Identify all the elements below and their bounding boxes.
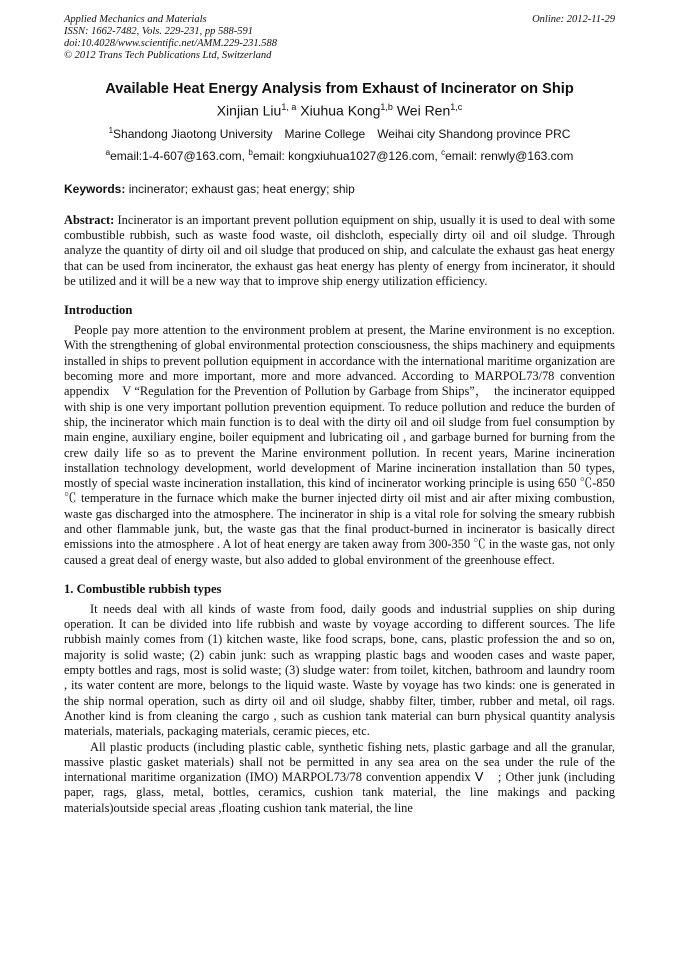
affiliation-city: Weihai city Shandong province PRC xyxy=(377,126,571,141)
section-heading: 1. Combustible rubbish types xyxy=(64,581,222,596)
section-paragraph: People pay more attention to the environment problem at present, the Marine environment is no exception. With the strengthening of global environmental protection consciousness, the ships machinery and equipments installed in ships to prevent pollution equipment in accordance with the international maritime organization are becoming more and more important, more and more advanced. According to MARPOL73/78 convention appendix V “Regulation for the Prevention of Pollution by Garbage from Ships”， the incinerator equipped with ship is one very important pollution prevention equipment. To reduce pollution and reduce the burden of ship, the incinerator which main function is to deal with the dirty oil and oil sludge from fuel consumption by main engine, auxiliary engine, boiler equipment and lubricating oil , and garbage burned for burning from the crew daily life so as to prevent the Marine environment pollution. In recent years, Marine incineration installation technology development, world development of Marine incineration installation than 50 types, mostly of special waste incineration installation, this kind of incinerator working principle is using 650 ℃-850 ℃ temperature in the furnace which make the burner injected dirty oil mist and air after mixing combustion, waste gas discharged into the atmosphere. The incinerator in ship is a vital role for solving the smeary rubbish and other flammable junk, but, the waste gas that the final product-burned in incinerator is basically direct emissions into the atmosphere . A lot of heat energy are taken away from 300-350 ℃ in the waste gas, not only caused a great deal of energy waste, but also added to global environment of the greenhouse effect. xyxy=(64,323,615,567)
abstract-text: Incinerator is an important prevent pollution equipment on ship, usually it is used to deal with some combustible rubbish, such as waste food waste, oil dishcloth, especially dirty oil and oil sludge. Through analyze the quantity of dirty oil and oil sludge that produced on ship, and calculate the exhaust gas heat energy that can be used from incinerator, the exhaust gas heat energy has plenty of energy from incinerator, it should be utilized and it will be a new way that to improve ship energy utilization efficiency. xyxy=(64,212,615,288)
author-emails xyxy=(64,148,615,163)
journal-header xyxy=(64,14,615,62)
author-sup: 1,c xyxy=(450,102,463,112)
section-heading: Introduction xyxy=(64,303,133,318)
affiliation xyxy=(64,126,615,141)
email-sup: b xyxy=(248,147,253,157)
paper-page xyxy=(64,14,615,816)
email-address: email: kongxiuhua1027@126.com, xyxy=(252,148,438,163)
author-name: Xiuhua Kong xyxy=(300,102,381,119)
affiliation-university: Shandong Jiaotong University xyxy=(113,126,273,141)
journal-issn: ISSN: 1662-7482, Vols. 229-231, pp 588-591 xyxy=(64,26,253,37)
journal-doi: doi:10.4028/www.scientific.net/AMM.229-231.588 xyxy=(64,38,277,49)
section-paragraph: It needs deal with all kinds of waste from food, daily goods and industrial supplies on ship during operation. It can be divided into life rubbish and waste by voyage according to different sources. The life rubbish mainly comes from (1) kitchen waste, like food scraps, bone, cans, plastic profession the and so on, majority is solid waste; (2) cabin junk: such as wrapping plastic bags and wooden cases and waste paper, empty bottles and rags, most is solid waste; (3) sludge water: from toilet, kitchen, bathroom and laundry room , its water content are more, belongs to the liquid waste. Waste by voyage has two kinds: one is generated in the ship normal operation, such as dirty oil and oil sludge, shabby filter, timber, rubber and metal, oil rags. Another kind is from cleaning the cargo , such as cushion tank material can burn physical quantity analysis materials, materials, packaging materials, ceramic pieces, etc. xyxy=(64,601,615,739)
online-date: Online: 2012-11-29 xyxy=(532,14,615,25)
email-sup: c xyxy=(441,147,446,157)
keywords xyxy=(64,182,615,196)
email-sup: a xyxy=(105,147,111,157)
keywords-label: Keywords: xyxy=(64,181,126,196)
abstract xyxy=(64,213,615,289)
author-list xyxy=(64,102,615,119)
affiliation-college: Marine College xyxy=(284,126,366,141)
email-address: email: renwly@163.com xyxy=(445,148,574,163)
email-address: email:1-4-607@163.com, xyxy=(110,148,246,163)
author-name: Wei Ren xyxy=(396,102,451,119)
paper-title: Available Heat Energy Analysis from Exhaust of Incinerator on Ship xyxy=(105,81,574,97)
journal-copyright: © 2012 Trans Tech Publications Ltd, Switzerland xyxy=(64,50,272,61)
affiliation-sup: 1 xyxy=(108,125,114,135)
author-sup: 1, a xyxy=(281,102,297,112)
journal-name: Applied Mechanics and Materials xyxy=(64,14,207,25)
author-sup: 1,b xyxy=(380,102,393,112)
abstract-label: Abstract: xyxy=(64,212,115,227)
author-name: Xinjian Liu xyxy=(216,102,282,119)
keywords-text: incinerator; exhaust gas; heat energy; ship xyxy=(128,181,355,196)
section-paragraph: All plastic products (including plastic cable, synthetic fishing nets, plastic garbage and all the granular, massive plastic gasket materials) shall not be permitted in any sea area on the sea under the rule of the international maritime organization (IMO) MARPOL73/78 convention appendix Ⅴ ; Other junk (including paper, rags, glass, metal, bottles, ceramics, cushion tank material, the line makings and packing materials)outside special areas ,floating cushion tank material, the line xyxy=(64,739,615,815)
